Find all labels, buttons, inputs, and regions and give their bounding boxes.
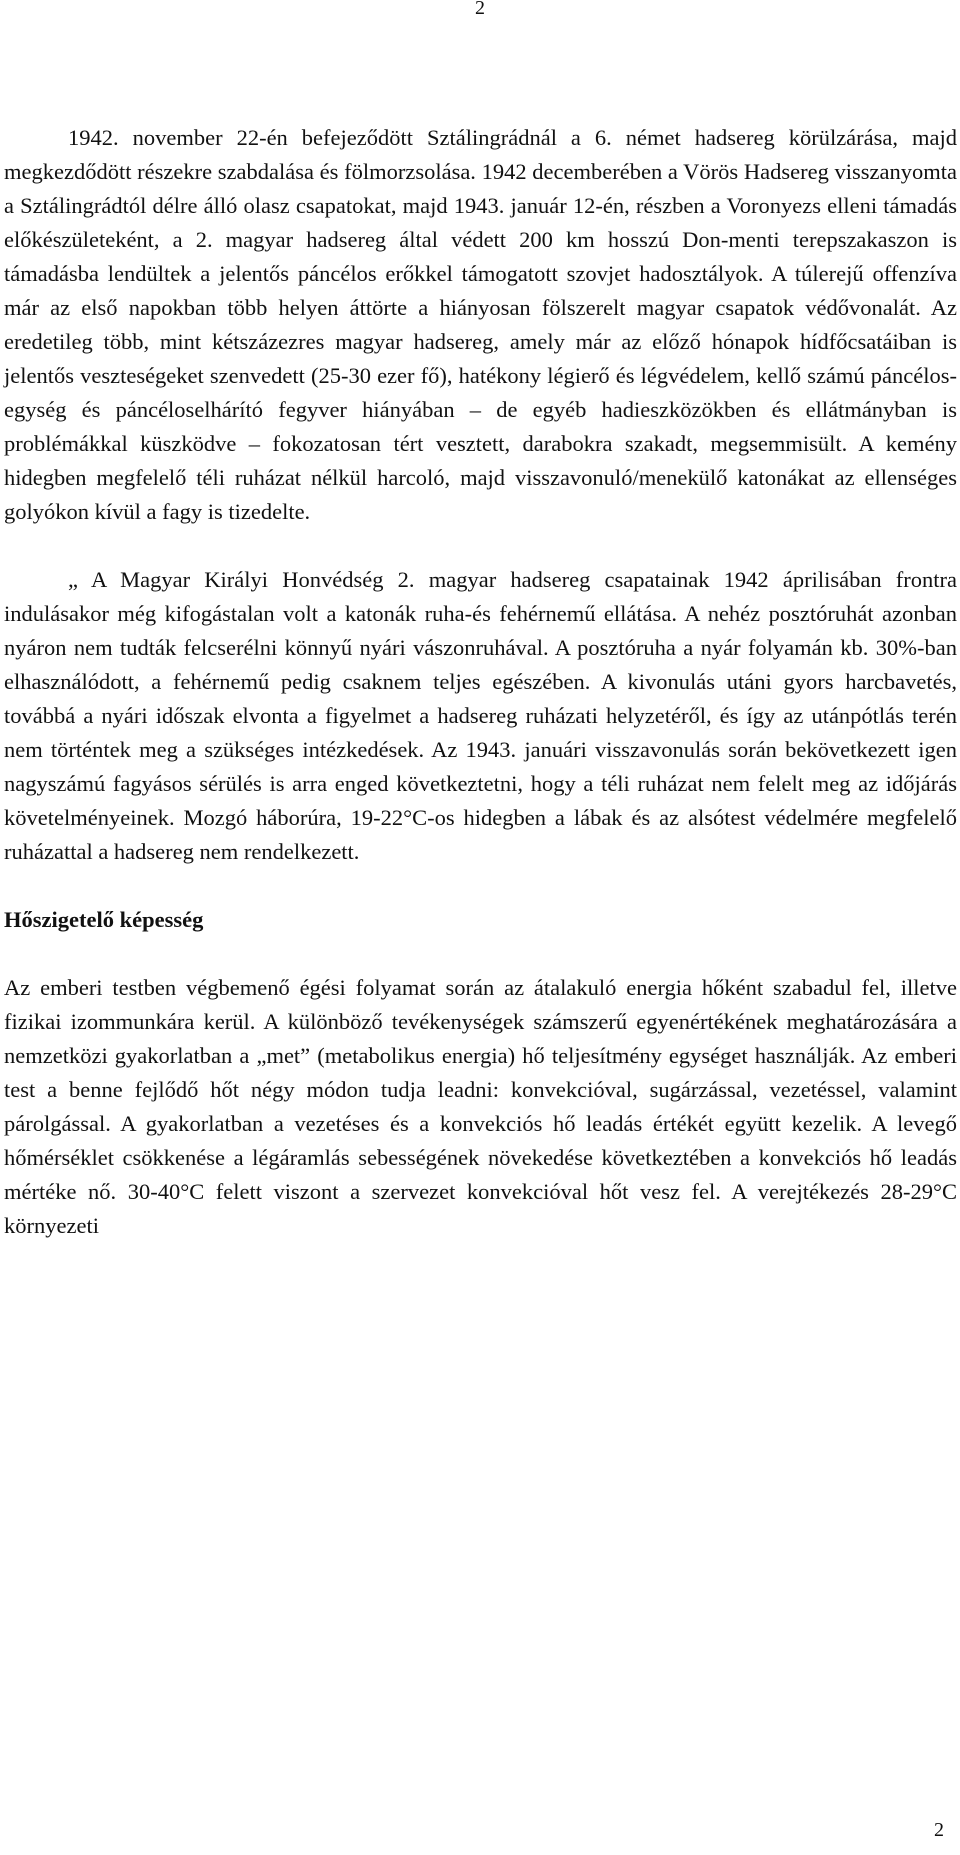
paragraph-stalingrad: 1942. november 22-én befejeződött Sztálingrádnál a 6. német hadsereg körülzárása, majd megkezdődött részekre szabdalása és fölmorzsolása. 1942 decemberében a Vörös Hadsereg visszanyomta a Sztálingrádtól délre álló olasz csapatokat, majd 1943. január 12-én, részben a Voronyezs elleni támadás előkészületeként, a 2. magyar hadsereg által védett 200 km hosszú Don-menti terepszakaszon is támadásba lendültek a jelentős páncélos erőkkel támogatott szovjet hadosztályok. A túlerejű offenzíva már az első napokban több helyen áttörte a hiányosan fölszerelt magyar csapatok védővonalát. Az eredetileg több, mint kétszázezres magyar hadsereg, amely már az előző hónapok hídfőcsatáiban is jelentős veszteségeket szenvedett (25-30 ezer fő), hatékony légierő és légvédelem, kellő számú páncélos-egység és páncéloselhárító fegyver hiányában – de egyéb hadieszközökben és ellátmányban is problémákkal küszködve – fokozatosan tért vesztett, darabokra szakadt, megsemmisült. A kemény hidegben megfelelő téli ruházat nélkül harcoló, majd visszavonuló/menekülő katonákat az ellenséges golyókon kívül a fagy is tizedelte. — [4, 125, 957, 524]
page-number-top: 2 — [475, 0, 485, 19]
paragraph-heat-insulation: Az emberi testben végbemenő égési folyamat során az átalakuló energia hőként szabadul fel, illetve fizikai izommunkára kerül. A különböző tevékenységek számszerű egyenértékének meghatározására a nemzetközi gyakorlatban a „met” (metabolikus energia) hő teljesítmény egységet használják. Az emberi test a benne fejlődő hőt négy módon tudja leadni: konvekcióval, sugárzással, vezetéssel, valamint párolgással. A gyakorlatban a vezetéses és a konvekciós hő leadás értékét együtt kezelik. A levegő hőmérséklet csökkenése a légáramlás sebességének növekedése következtében a konvekciós hő leadás mértéke nő. 30-40°C felett viszont a szervezet konvekcióval hőt vesz fel. A verejtékezés 28-29°C környezeti — [4, 975, 957, 1238]
page-number-bottom: 2 — [934, 1819, 944, 1841]
paragraph-quotation: „ A Magyar Királyi Honvédség 2. magyar hadsereg csapatainak 1942 áprilisában frontra indulásakor még kifogástalan volt a katonák ruha-és fehérnemű ellátása. A nehéz posztóruhát azonban nyáron nem tudták felcserélni könnyű nyári vászonruhával. A posztóruha a nyár folyamán kb. 30%-ban elhasználódott, a fehérnemű pedig csaknem teljes egészében. A kivonulás utáni gyors harcbavetés, továbbá a nyári időszak elvonta a figyelmet a hadsereg ruházati helyzetéről, és így az utánpótlás terén nem történtek meg a szükséges intézkedések. Az 1943. januári visszavonulás során bekövetkezett igen nagyszámú fagyásos sérülés is arra enged következtetni, hogy a téli ruházat nem felelt meg az időjárás követelményeinek. Mozgó háborúra, 19-22°C-os hidegben a lábak és az alsótest védelmére megfelelő ruházattal a hadsereg nem rendelkezett. — [4, 567, 957, 864]
document-body — [4, 121, 957, 1243]
section-heading: Hőszigetelő képesség — [4, 907, 204, 932]
